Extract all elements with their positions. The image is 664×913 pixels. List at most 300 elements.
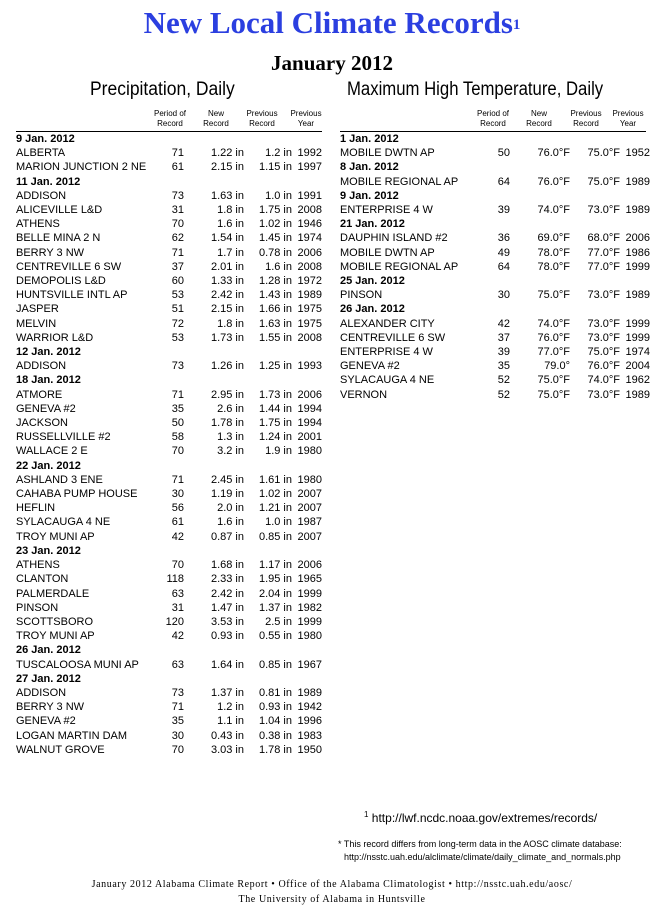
period-cell: 30 <box>497 289 510 302</box>
previous-year-cell: 1996 <box>297 715 322 728</box>
period-cell: 42 <box>497 317 510 330</box>
table-row <box>340 345 650 359</box>
new-record-cell: 76.0°F <box>537 147 570 160</box>
period-cell: 64 <box>497 260 510 273</box>
period-cell: 51 <box>171 303 184 316</box>
new-record-cell: 1.37 in <box>210 686 244 699</box>
table-row <box>340 146 650 160</box>
new-record-cell: 2.45 in <box>210 473 244 486</box>
date-row <box>16 175 322 189</box>
previous-year-cell: 1989 <box>625 175 650 188</box>
previous-year-cell: 2008 <box>297 331 322 344</box>
new-record-cell: 1.19 in <box>210 488 244 501</box>
previous-year-cell: 1999 <box>297 587 322 600</box>
title-footnote-mark: 1 <box>512 17 521 33</box>
new-record-cell: 74.0°F <box>537 204 570 217</box>
station-cell: MOBILE REGIONAL AP <box>340 260 459 273</box>
previous-year-cell: 1994 <box>297 417 322 430</box>
previous-record-cell: 75.0°F <box>587 346 620 359</box>
previous-year-cell: 2004 <box>625 360 650 373</box>
date-label: 26 Jan. 2012 <box>340 303 405 316</box>
previous-record-cell: 1.17 in <box>258 559 292 572</box>
period-cell: 35 <box>497 360 510 373</box>
period-cell: 70 <box>171 445 184 458</box>
table-row <box>16 402 322 416</box>
new-record-cell: 2.95 in <box>210 388 244 401</box>
previous-record-cell: 75.0°F <box>587 147 620 160</box>
station-cell: ADDISON <box>16 360 67 373</box>
new-record-cell: 0.43 in <box>210 729 244 742</box>
station-cell: JASPER <box>16 303 59 316</box>
period-cell: 71 <box>171 701 184 714</box>
previous-year-cell: 1999 <box>625 331 650 344</box>
previous-year-cell: 1989 <box>297 686 322 699</box>
table-row <box>16 260 322 274</box>
page-title <box>0 4 664 42</box>
period-cell: 50 <box>171 417 184 430</box>
previous-year-cell: 1975 <box>297 317 322 330</box>
date-label: 9 Jan. 2012 <box>16 133 75 145</box>
new-record-cell: 76.0°F <box>537 331 570 344</box>
previous-year-cell: 1982 <box>297 601 322 614</box>
date-label: 1 Jan. 2012 <box>340 133 399 145</box>
station-cell: ALICEVILLE L&D <box>16 204 103 217</box>
footer-line-1: January 2012 Alabama Climate Report • Office of the Alabama Climatologist • http://nsstc.uah.edu/aosc/ <box>91 879 573 890</box>
new-record-cell: 1.78 in <box>210 417 244 430</box>
footnote-source-url[interactable]: http://lwf.ncdc.noaa.gov/extremes/records/ <box>371 811 598 825</box>
station-cell: WALNUT GROVE <box>16 743 105 756</box>
date-label: 11 Jan. 2012 <box>16 175 81 188</box>
previous-year-cell: 1989 <box>297 289 322 302</box>
page-title-text: New Local Climate Records <box>143 5 513 40</box>
table-row <box>16 487 322 501</box>
new-record-cell: 1.8 in <box>217 204 244 217</box>
period-cell: 63 <box>171 587 184 600</box>
previous-record-cell: 1.04 in <box>258 715 292 728</box>
previous-record-cell: 1.43 in <box>258 289 292 302</box>
station-cell: ADDISON <box>16 189 67 202</box>
previous-year-cell: 2008 <box>297 260 322 273</box>
previous-record-cell: 0.38 in <box>258 729 292 742</box>
date-row <box>16 672 322 686</box>
previous-year-cell: 1980 <box>297 473 322 486</box>
period-cell: 37 <box>497 331 510 344</box>
previous-year-cell: 1967 <box>297 658 322 671</box>
period-cell: 39 <box>497 346 510 359</box>
temp-header-period: Period of Record <box>476 109 510 128</box>
previous-year-cell: 1999 <box>625 260 650 273</box>
station-cell: GENEVA #2 <box>16 402 76 415</box>
temp-header-year: Previous Year <box>612 109 644 128</box>
footer-line-2: The University of Alabama in Huntsville <box>238 894 426 905</box>
new-record-cell: 1.64 in <box>210 658 244 671</box>
table-row <box>16 558 322 572</box>
new-record-cell: 2.42 in <box>210 289 244 302</box>
previous-record-cell: 1.78 in <box>258 743 292 756</box>
previous-record-cell: 1.55 in <box>258 331 292 344</box>
date-label: 22 Jan. 2012 <box>16 459 81 472</box>
previous-record-cell: 1.73 in <box>258 388 292 401</box>
station-cell: BELLE MINA 2 N <box>16 232 101 245</box>
table-row <box>340 359 650 373</box>
table-row <box>16 416 322 430</box>
station-cell: JACKSON <box>16 417 68 430</box>
table-row <box>16 743 322 757</box>
new-record-cell: 1.26 in <box>210 360 244 373</box>
previous-record-cell: 0.78 in <box>258 246 292 259</box>
period-cell: 120 <box>165 615 184 628</box>
previous-record-cell: 1.75 in <box>258 204 292 217</box>
precip-header-year: Previous Year <box>290 109 322 128</box>
new-record-cell: 75.0°F <box>537 374 570 387</box>
date-label: 25 Jan. 2012 <box>340 275 405 288</box>
station-cell: PINSON <box>340 289 383 302</box>
station-cell: ALBERTA <box>16 147 66 160</box>
table-row <box>340 317 650 331</box>
new-record-cell: 1.68 in <box>210 559 244 572</box>
table-row <box>340 175 650 189</box>
new-record-cell: 1.2 in <box>217 701 244 714</box>
previous-record-cell: 1.02 in <box>258 218 292 231</box>
table-row <box>16 317 322 331</box>
new-record-cell: 1.8 in <box>217 317 244 330</box>
previous-record-cell: 73.0°F <box>587 204 620 217</box>
table-row <box>340 288 650 302</box>
date-row <box>340 160 650 174</box>
period-cell: 118 <box>166 573 184 586</box>
previous-record-cell: 1.44 in <box>258 402 292 415</box>
period-cell: 58 <box>171 431 184 444</box>
period-cell: 39 <box>497 204 510 217</box>
previous-record-cell: 0.85 in <box>258 530 292 543</box>
previous-year-cell: 2006 <box>297 388 322 401</box>
table-row <box>16 658 322 672</box>
station-cell: MOBILE REGIONAL AP <box>340 175 459 188</box>
station-cell: WALLACE 2 E <box>16 445 88 458</box>
previous-year-cell: 2006 <box>297 246 322 259</box>
previous-record-cell: 0.55 in <box>258 630 292 643</box>
previous-record-cell: 1.37 in <box>258 601 292 614</box>
table-row <box>16 515 322 529</box>
precip-header-period: Period of Record <box>153 109 187 128</box>
period-cell: 64 <box>497 175 510 188</box>
station-cell: VERNON <box>340 388 388 401</box>
table-row <box>340 373 650 387</box>
period-cell: 70 <box>171 218 184 231</box>
previous-year-cell: 1950 <box>297 743 322 756</box>
date-row <box>340 217 650 231</box>
table-row <box>340 246 650 260</box>
precip-table <box>16 132 322 757</box>
previous-year-cell: 1980 <box>297 445 322 458</box>
previous-year-cell: 1989 <box>625 388 650 401</box>
station-cell: TROY MUNI AP <box>16 530 95 543</box>
new-record-cell: 1.73 in <box>210 331 244 344</box>
date-row <box>16 132 322 146</box>
station-cell: ENTERPRISE 4 W <box>340 204 433 217</box>
previous-year-cell: 1992 <box>297 147 322 160</box>
precip-header-prev: Previous Record <box>246 109 278 128</box>
station-cell: MOBILE DWTN AP <box>340 147 435 160</box>
date-row <box>16 544 322 558</box>
table-row <box>16 359 322 373</box>
date-label: 9 Jan. 2012 <box>340 189 399 202</box>
station-cell: DEMOPOLIS L&D <box>16 275 106 288</box>
date-label: 21 Jan. 2012 <box>340 218 405 231</box>
station-cell: CAHABA PUMP HOUSE <box>16 488 138 501</box>
previous-record-cell: 73.0°F <box>587 388 620 401</box>
previous-year-cell: 2006 <box>625 232 650 245</box>
previous-year-cell: 2008 <box>297 204 322 217</box>
station-cell: PINSON <box>16 601 59 614</box>
new-record-cell: 3.53 in <box>210 615 244 628</box>
date-label: 8 Jan. 2012 <box>340 161 399 174</box>
period-cell: 71 <box>171 246 184 259</box>
table-row <box>16 146 322 160</box>
previous-year-cell: 2007 <box>297 502 322 515</box>
station-cell: ALEXANDER CITY <box>340 317 435 330</box>
period-cell: 70 <box>171 743 184 756</box>
station-cell: CLANTON <box>16 573 69 586</box>
station-cell: CENTREVILLE 6 SW <box>16 260 122 273</box>
new-record-cell: 78.0°F <box>537 246 570 259</box>
period-cell: 60 <box>171 275 184 288</box>
previous-year-cell: 1942 <box>297 701 322 714</box>
station-cell: MARION JUNCTION 2 NE <box>16 161 147 174</box>
new-record-cell: 2.33 in <box>210 573 244 586</box>
previous-record-cell: 1.15 in <box>258 161 292 174</box>
table-row <box>16 274 322 288</box>
new-record-cell: 1.3 in <box>217 431 244 444</box>
station-cell: CENTREVILLE 6 SW <box>340 331 446 344</box>
date-row <box>340 302 650 316</box>
previous-year-cell: 1946 <box>297 218 322 231</box>
table-row <box>16 160 322 174</box>
new-record-cell: 1.6 in <box>217 218 244 231</box>
temp-heading: Maximum High Temperature, Daily <box>347 79 604 100</box>
new-record-cell: 1.33 in <box>210 275 244 288</box>
station-cell: ADDISON <box>16 686 67 699</box>
previous-year-cell: 1991 <box>297 189 322 202</box>
period-cell: 42 <box>171 630 184 643</box>
previous-record-cell: 75.0°F <box>587 175 620 188</box>
previous-record-cell: 74.0°F <box>587 374 620 387</box>
previous-year-cell: 1986 <box>625 246 650 259</box>
table-row <box>340 231 650 245</box>
station-cell: ASHLAND 3 ENE <box>16 473 103 486</box>
previous-record-cell: 1.21 in <box>258 502 292 515</box>
period-cell: 53 <box>171 331 184 344</box>
new-record-cell: 1.7 in <box>217 246 244 259</box>
previous-record-cell: 1.0 in <box>265 516 292 529</box>
page-subtitle: January 2012 <box>271 51 393 75</box>
period-cell: 30 <box>171 488 184 501</box>
new-record-cell: 3.2 in <box>217 445 244 458</box>
previous-year-cell: 2001 <box>297 431 322 444</box>
previous-record-cell: 2.5 in <box>265 615 292 628</box>
period-cell: 36 <box>497 232 510 245</box>
period-cell: 35 <box>171 715 184 728</box>
table-row <box>16 615 322 629</box>
previous-year-cell: 1975 <box>297 303 322 316</box>
previous-year-cell: 1962 <box>625 374 650 387</box>
date-row <box>16 345 322 359</box>
station-cell: DAUPHIN ISLAND #2 <box>340 232 448 245</box>
precip-header-new: New Record <box>203 109 229 128</box>
temp-table <box>340 132 650 402</box>
station-cell: BERRY 3 NW <box>16 246 85 259</box>
period-cell: 56 <box>171 502 184 515</box>
period-cell: 53 <box>171 289 184 302</box>
temp-header-prev: Previous Record <box>570 109 602 128</box>
period-cell: 71 <box>171 147 184 160</box>
precip-heading: Precipitation, Daily <box>90 79 235 100</box>
new-record-cell: 2.01 in <box>210 260 244 273</box>
date-label: 27 Jan. 2012 <box>16 672 81 685</box>
previous-record-cell: 1.25 in <box>258 360 292 373</box>
table-row <box>16 331 322 345</box>
date-row <box>340 274 650 288</box>
date-row <box>16 373 322 387</box>
station-cell: BERRY 3 NW <box>16 701 85 714</box>
previous-record-cell: 1.6 in <box>265 260 292 273</box>
previous-year-cell: 1974 <box>625 346 650 359</box>
period-cell: 42 <box>171 530 184 543</box>
previous-record-cell: 1.66 in <box>258 303 292 316</box>
previous-year-cell: 1980 <box>297 630 322 643</box>
station-cell: GENEVA #2 <box>340 360 400 373</box>
table-row <box>16 501 322 515</box>
station-cell: GENEVA #2 <box>16 715 76 728</box>
station-cell: ENTERPRISE 4 W <box>340 346 433 359</box>
table-row <box>16 714 322 728</box>
previous-record-cell: 1.45 in <box>258 232 292 245</box>
station-cell: TROY MUNI AP <box>16 630 95 643</box>
station-cell: SYLACAUGA 4 NE <box>340 374 435 387</box>
new-record-cell: 2.15 in <box>210 303 244 316</box>
period-cell: 52 <box>497 374 510 387</box>
new-record-cell: 1.47 in <box>210 601 244 614</box>
period-cell: 72 <box>171 317 184 330</box>
new-record-cell: 1.63 in <box>210 189 244 202</box>
previous-record-cell: 1.24 in <box>258 431 292 444</box>
table-row <box>16 473 322 487</box>
new-record-cell: 2.0 in <box>217 502 244 515</box>
new-record-cell: 78.0°F <box>537 260 570 273</box>
period-cell: 35 <box>171 402 184 415</box>
table-row <box>16 629 322 643</box>
previous-year-cell: 1999 <box>625 317 650 330</box>
station-cell: HEFLIN <box>16 502 56 515</box>
period-cell: 71 <box>171 473 184 486</box>
previous-year-cell: 2007 <box>297 488 322 501</box>
new-record-cell: 2.6 in <box>217 402 244 415</box>
previous-record-cell: 1.61 in <box>258 473 292 486</box>
previous-record-cell: 76.0°F <box>587 360 620 373</box>
footnote-note-text: * This record differs from long-term data in the AOSC climate database: <box>338 839 622 849</box>
table-row <box>16 217 322 231</box>
new-record-cell: 77.0°F <box>537 346 570 359</box>
previous-record-cell: 1.95 in <box>258 573 292 586</box>
period-cell: 52 <box>497 388 510 401</box>
previous-record-cell: 1.9 in <box>265 445 292 458</box>
previous-year-cell: 2006 <box>297 559 322 572</box>
footnote-mark: 1 <box>364 810 369 819</box>
table-row <box>16 729 322 743</box>
footnote-note-url[interactable]: http://nsstc.uah.edu/alclimate/climate/daily_climate_and_normals.php <box>344 852 621 862</box>
previous-year-cell: 1974 <box>297 232 322 245</box>
date-label: 23 Jan. 2012 <box>16 544 81 557</box>
station-cell: ATHENS <box>16 218 60 231</box>
new-record-cell: 79.0° <box>544 360 570 373</box>
period-cell: 63 <box>171 658 184 671</box>
date-label: 12 Jan. 2012 <box>16 346 81 359</box>
previous-record-cell: 1.0 in <box>265 189 292 202</box>
table-row <box>16 430 322 444</box>
previous-year-cell: 1994 <box>297 402 322 415</box>
station-cell: MOBILE DWTN AP <box>340 246 435 259</box>
new-record-cell: 69.0°F <box>537 232 570 245</box>
table-row <box>16 302 322 316</box>
table-row <box>16 203 322 217</box>
table-row <box>340 260 650 274</box>
previous-record-cell: 77.0°F <box>587 246 620 259</box>
new-record-cell: 1.22 in <box>210 147 244 160</box>
new-record-cell: 2.42 in <box>210 587 244 600</box>
previous-year-cell: 1965 <box>297 573 322 586</box>
period-cell: 37 <box>171 260 184 273</box>
previous-record-cell: 0.85 in <box>258 658 292 671</box>
station-cell: ATMORE <box>16 388 63 401</box>
footnote-source <box>364 810 597 825</box>
table-row <box>16 700 322 714</box>
previous-record-cell: 0.81 in <box>258 686 292 699</box>
previous-record-cell: 1.28 in <box>258 275 292 288</box>
previous-year-cell: 1999 <box>297 615 322 628</box>
table-row <box>16 231 322 245</box>
previous-record-cell: 0.93 in <box>258 701 292 714</box>
new-record-cell: 1.6 in <box>217 516 244 529</box>
temp-header-new: New Record <box>526 109 552 128</box>
new-record-cell: 0.87 in <box>210 530 244 543</box>
previous-record-cell: 77.0°F <box>587 260 620 273</box>
previous-year-cell: 1987 <box>297 516 322 529</box>
station-cell: LOGAN MARTIN DAM <box>16 729 128 742</box>
station-cell: RUSSELLVILLE #2 <box>16 431 111 444</box>
table-row <box>16 572 322 586</box>
table-row <box>340 203 650 217</box>
previous-record-cell: 73.0°F <box>587 331 620 344</box>
table-row <box>340 388 650 402</box>
previous-year-cell: 2007 <box>297 530 322 543</box>
previous-record-cell: 2.04 in <box>258 587 292 600</box>
previous-year-cell: 1972 <box>297 275 322 288</box>
previous-year-cell: 1993 <box>297 360 322 373</box>
period-cell: 70 <box>171 559 184 572</box>
station-cell: SYLACAUGA 4 NE <box>16 516 111 529</box>
table-row <box>16 246 322 260</box>
previous-year-cell: 1997 <box>297 161 322 174</box>
footnote-database-note <box>338 838 622 864</box>
period-cell: 73 <box>171 686 184 699</box>
new-record-cell: 76.0°F <box>537 175 570 188</box>
station-cell: WARRIOR L&D <box>16 331 94 344</box>
previous-record-cell: 1.75 in <box>258 417 292 430</box>
previous-record-cell: 73.0°F <box>587 289 620 302</box>
date-row <box>16 643 322 657</box>
table-row <box>16 530 322 544</box>
table-row <box>16 686 322 700</box>
